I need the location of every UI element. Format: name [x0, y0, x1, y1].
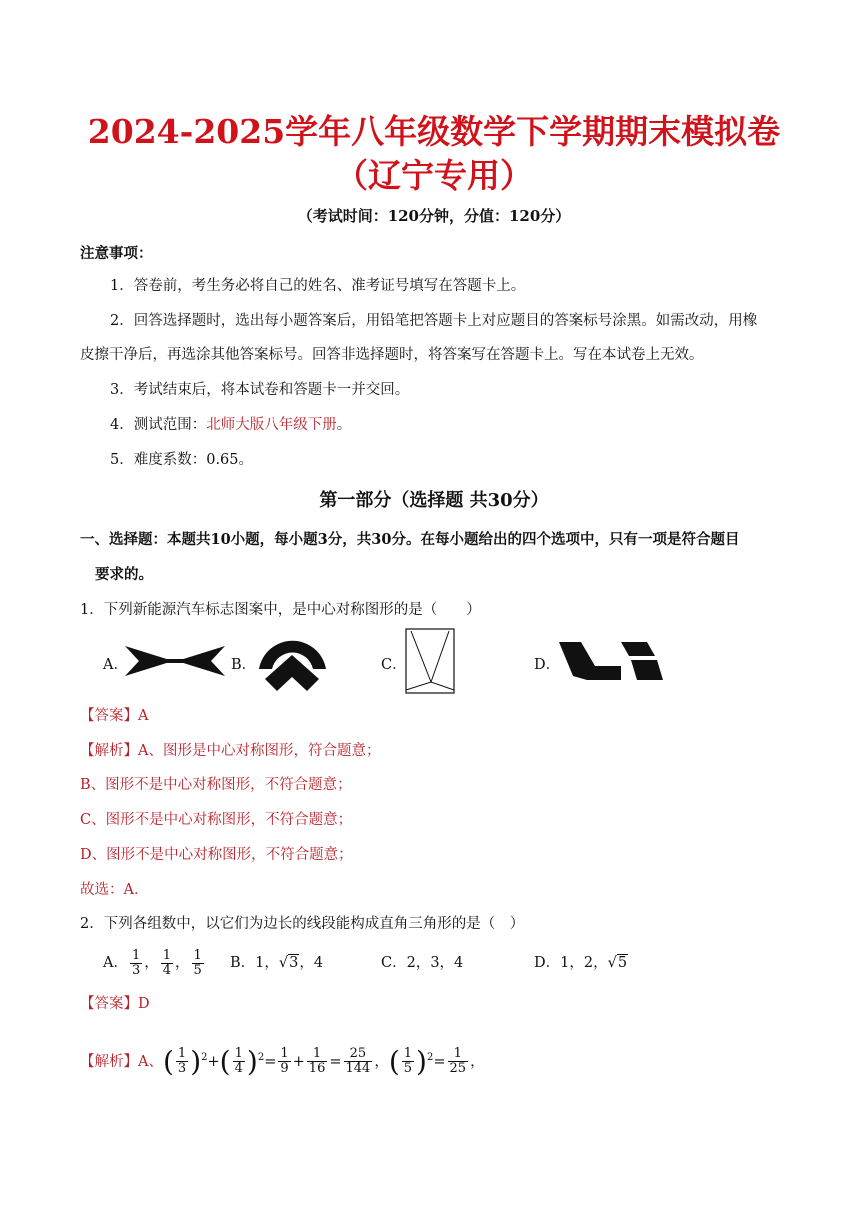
note-item-4-prefix: 4．测试范围： — [110, 417, 207, 433]
q1-answer: 【答案】A — [80, 708, 149, 724]
note-item-4 — [110, 415, 351, 435]
note-item-5: 5．难度系数：0.65。 — [110, 452, 254, 468]
q2-option-b-root: 3 — [289, 955, 299, 971]
section-instruction-b: 要求的。 — [95, 566, 153, 583]
q2-option-b: B．1，√3，4 — [230, 955, 324, 971]
q2-option-c: C．2，3，4 — [381, 955, 464, 971]
section-instruction-a: 一、选择题：本题共10小题，每小题3分，共30分。在每小题给出的四个选项中，只有一项是符合题目 — [80, 531, 740, 548]
q1-option-a-logo — [125, 640, 225, 682]
q1-analysis-a-text: A、图形是中心对称图形，符合题意； — [138, 743, 381, 759]
q1-analysis-d: D、图形不是中心对称图形，不符合题意； — [80, 847, 353, 863]
q1-option-d-logo — [557, 638, 665, 684]
q1-analysis-b: B、图形不是中心对称图形，不符合题意； — [80, 777, 352, 793]
note-item-3: 3．考试结束后，将本试卷和答题卡一并交回。 — [110, 382, 410, 398]
q1-option-b-logo — [255, 625, 330, 695]
notes-heading: 注意事项： — [80, 245, 153, 262]
q2-option-d: D．1，2，√5 — [534, 955, 628, 971]
q2-analysis: 【解析】A、( $\frac{1}{3}$ )$^2$+( $\frac{1}{4}$ )$^2$= $\frac{1}{9}$ + $\frac{1}{16}$ = $\frac{25}{144}$ ，( $\frac{1}{5}$ )$^2$= $\frac{1}{25}$ ， — [80, 1044, 485, 1078]
note-item-2a: 2．回答选择题时，选出每小题答案后，用铅笔把答题卡上对应题目的答案标号涂黑。如需改动，用橡 — [110, 313, 758, 329]
q1-conclusion: 故选：A． — [80, 882, 149, 898]
section-title: 第一部分（选择题 共30分） — [319, 490, 549, 511]
q2-frac-1-3: $\frac{1}{3}$ — [131, 947, 141, 978]
q2-frac-1-5: $\frac{1}{5}$ — [193, 947, 202, 978]
q1-option-b-label: B． — [231, 657, 257, 673]
q2-analysis-label: 【解析】 — [80, 1053, 138, 1070]
q1-analysis-a — [80, 741, 380, 761]
q1-stem: 1．下列新能源汽车标志图案中，是中心对称图形的是（ ） — [80, 602, 481, 618]
q1-analysis-label: 【解析】 — [80, 743, 138, 759]
note-item-1: 1．答卷前，考生务必将自己的姓名、准考证号填写在答题卡上。 — [110, 278, 526, 294]
q1-analysis-c: C、图形不是中心对称图形，不符合题意； — [80, 812, 353, 828]
paper-title-line1: 2024-2025学年八年级数学下学期期末模拟卷 — [87, 112, 781, 151]
q2-option-d-root: 5 — [617, 955, 628, 971]
q2-option-a-label: A． — [103, 955, 128, 971]
q2-option-a: A． $\frac{1}{3}$ ， $\frac{1}{4}$ ， $\frac{1}{5}$ — [103, 947, 202, 978]
q1-option-c-label: C． — [381, 657, 407, 673]
note-item-2b: 皮擦干净后，再选涂其他答案标号。回答非选择题时，将答案写在答题卡上。写在本试卷上无效。 — [80, 347, 704, 363]
note-item-4-suffix: 。 — [336, 417, 352, 433]
test-range: 北师大版八年级下册 — [206, 417, 337, 433]
q2-frac-1-4: $\frac{1}{4}$ — [162, 947, 172, 978]
q2-answer: 【答案】D — [80, 996, 150, 1012]
q2-stem: 2．下列各组数中，以它们为边长的线段能构成直角三角形的是（ ） — [80, 916, 525, 932]
paper-title-line2: （辽宁专用） — [335, 156, 533, 195]
q1-option-a-label: A． — [103, 657, 128, 673]
q1-option-c-logo — [405, 628, 455, 694]
q1-option-d-label: D． — [534, 657, 561, 673]
exam-info: （考试时间：120分钟，分值：120分） — [297, 207, 571, 225]
